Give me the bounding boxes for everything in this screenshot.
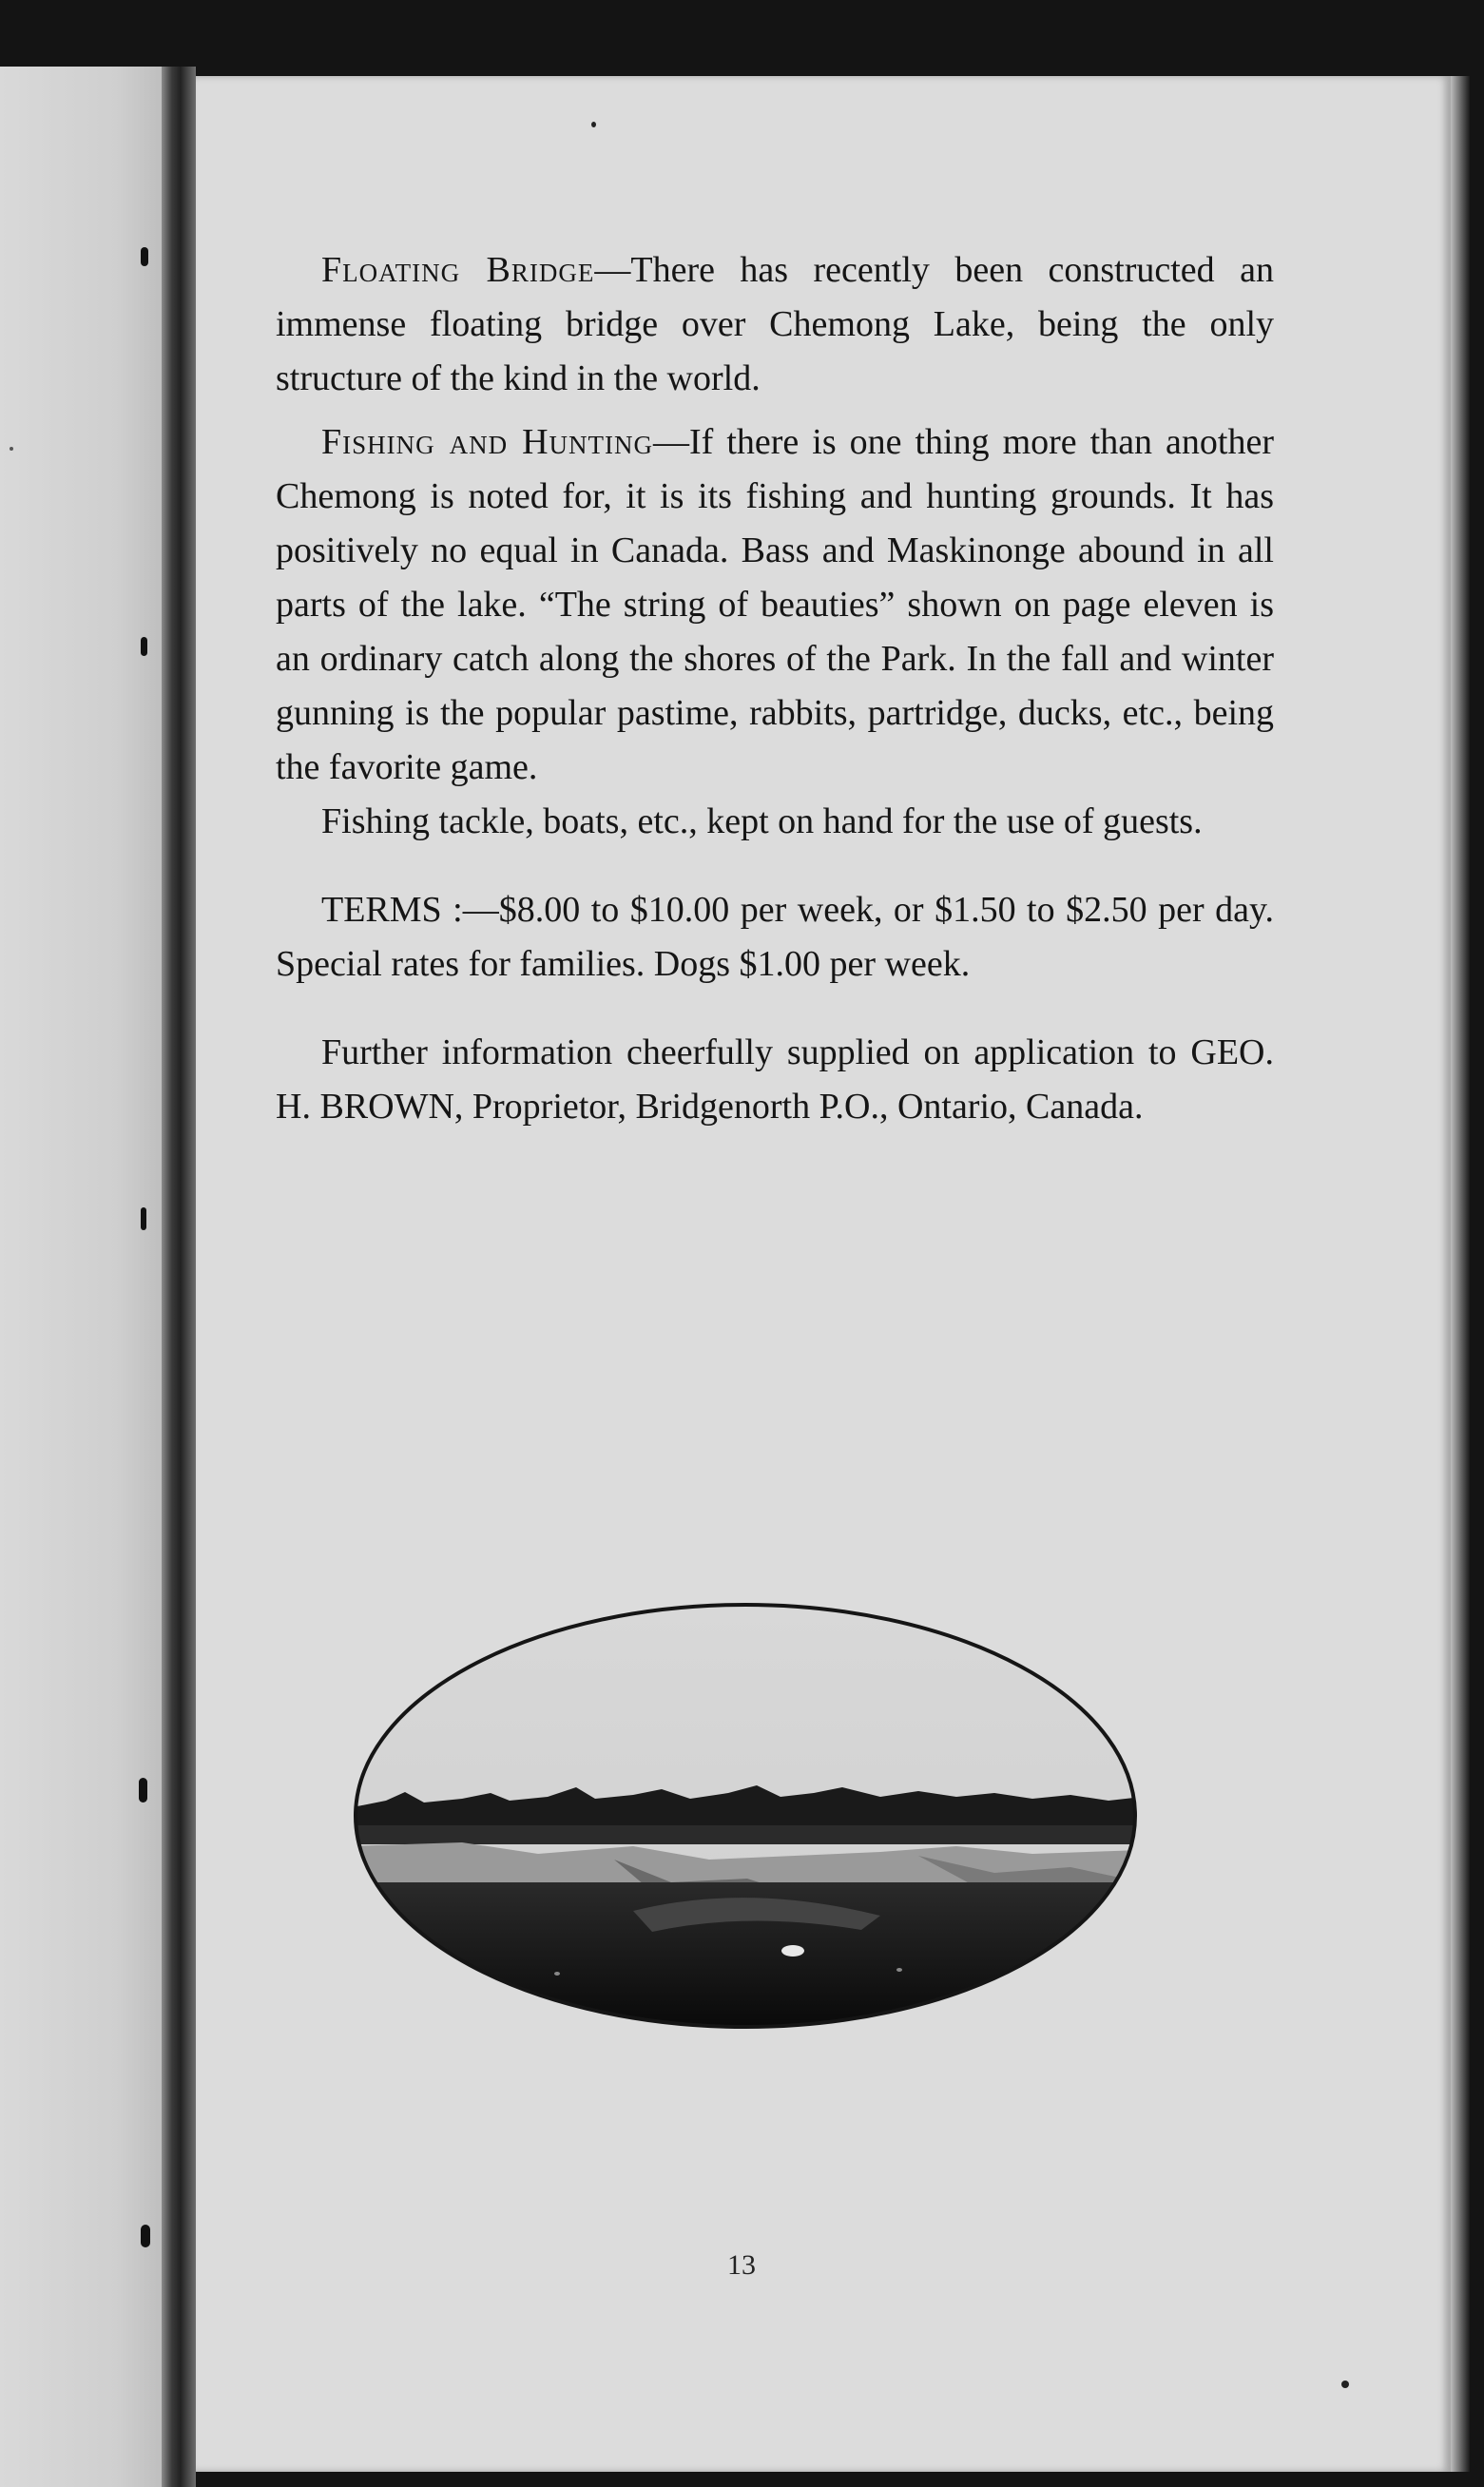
oval-landscape-photo-icon — [348, 1597, 1143, 2034]
page-body-text — [276, 243, 1274, 1134]
paragraph-text: TERMS :—$8.00 to $10.00 per week, or $1.50 to $2.50 per day. Special rates for families. Dogs $1.00 per week. — [276, 890, 1274, 984]
section-heading: Floating Bridge — [321, 250, 595, 290]
paragraph-text: —If there is one thing more than another Chemong is noted for, it is its fishing and hunting grounds. It has positively no equal in Canada. Bass and Maskinonge abound in all parts of the lake. “The string of beauties” shown on page eleven is an ordinary catch along the shores of the Park. In the fall and winter gunning is the popular pastime, rabbits, partridge, ducks, etc., being the favorite game. — [276, 422, 1274, 787]
margin-speck — [141, 2225, 150, 2247]
previous-page-edge — [0, 67, 166, 2487]
book-gutter — [162, 67, 196, 2487]
section-heading: Fishing and Hunting — [321, 422, 654, 462]
paper-speck — [591, 122, 596, 127]
paragraph-further-information — [276, 1026, 1274, 1134]
page-number: 13 — [727, 2249, 756, 2281]
paragraph-text: Fishing tackle, boats, etc., kept on hand for the use of guests. — [321, 801, 1203, 841]
margin-speck — [141, 1207, 146, 1230]
paper-speck — [10, 447, 13, 451]
paper-speck — [1341, 2381, 1349, 2388]
paragraph-fishing-hunting — [276, 415, 1274, 795]
margin-speck — [139, 1778, 147, 1803]
margin-speck — [141, 247, 148, 266]
page-right-edge — [1451, 76, 1470, 2472]
margin-speck — [141, 637, 147, 656]
landscape-photo-icon — [348, 1597, 1143, 2034]
paragraph-fishing-tackle — [276, 795, 1274, 849]
paragraph-text: Further information cheerfully supplied on application to GEO. H. BROWN, Proprietor, Bridgenorth P.O., Ontario, Canada. — [276, 1032, 1274, 1127]
paragraph-terms — [276, 883, 1274, 992]
paragraph-floating-bridge — [276, 243, 1274, 406]
paragraph-text: —There has recently been constructed an immense floating bridge over Chemong Lake, being the only structure of the kind in the world. — [276, 250, 1274, 398]
